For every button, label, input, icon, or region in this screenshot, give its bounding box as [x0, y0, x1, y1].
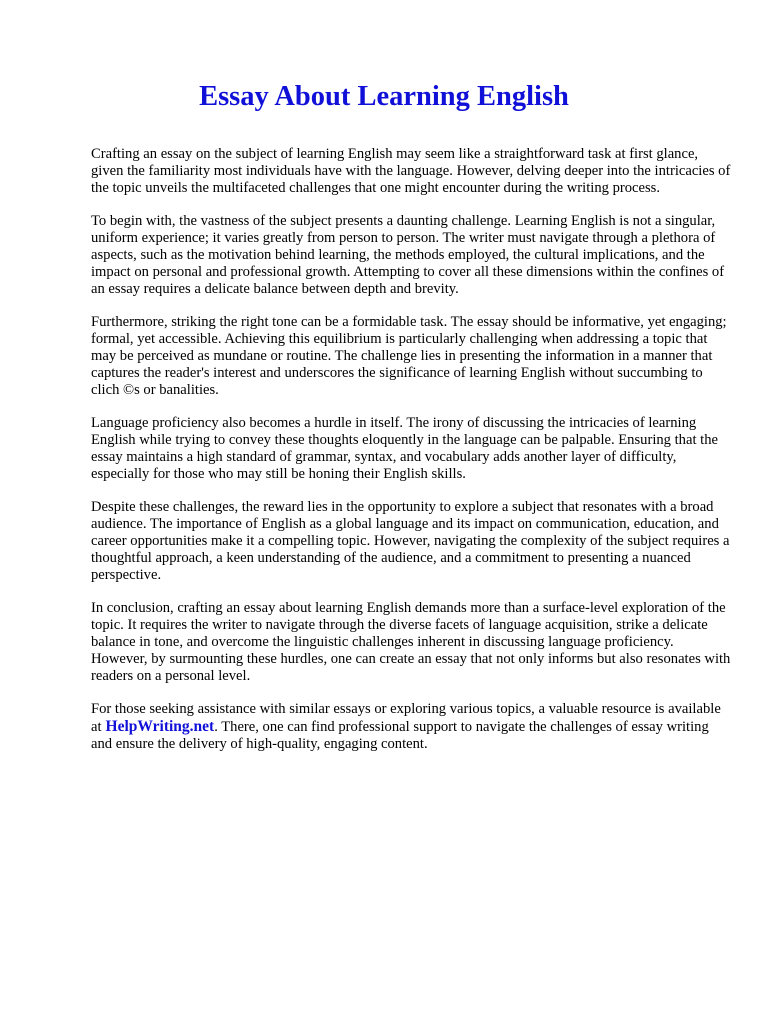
paragraph-conclusion: In conclusion, crafting an essay about learning English demands more than a surface-level exploration of the topic. It requires the writer to navigate through the diverse facets of language acquisition, strike a delicate balance in tone, and overcome the linguistic challenges inherent in discussing language proficiency. However, by surmounting these hurdles, one can create an essay that not only informs but also resonates with readers on a personal level. — [91, 600, 731, 684]
paragraph-intro: Crafting an essay on the subject of learning English may seem like a straightforward task at first glance, given the familiarity most individuals have with the language. However, delving deeper into the intricacies of the topic unveils the multifaceted challenges that one might encounter during the writing process. — [91, 146, 731, 196]
document-title: Essay About Learning English — [199, 81, 569, 112]
helpwriting-link[interactable]: HelpWriting.net — [105, 718, 215, 735]
resource-text-before-link: For those seeking assistance with similar essays or exploring various topics, a valuable resource is available at — [91, 701, 721, 735]
document-body — [91, 146, 731, 769]
paragraph-vastness: To begin with, the vastness of the subject presents a daunting challenge. Learning English is not a singular, uniform experience; it varies greatly from person to person. The writer must navigate through a plethora of aspects, such as the motivation behind learning, the methods employed, the cultural implications, and the impact on personal and professional growth. Attempting to cover all these dimensions within the confines of an essay requires a delicate balance between depth and brevity. — [91, 213, 725, 297]
paragraph-resource — [91, 701, 731, 753]
paragraph-proficiency: Language proficiency also becomes a hurdle in itself. The irony of discussing the intricacies of learning English while trying to convey these thoughts eloquently in the language can be palpable. Ensuring that the essay maintains a high standard of grammar, syntax, and vocabulary adds another layer of difficulty, especially for those who may still be honing their English skills. — [91, 415, 718, 482]
resource-text-after-link: . There, one can find professional support to navigate the challenges of essay writing and ensure the delivery of high-quality, engaging content. — [91, 719, 709, 752]
paragraph-tone: Furthermore, striking the right tone can be a formidable task. The essay should be informative, yet engaging; formal, yet accessible. Achieving this equilibrium is particularly challenging when addressing a topic that may be perceived as mundane or routine. The challenge lies in presenting the information in a manner that captures the reader's interest and underscores the significance of learning English without succumbing to clich ©s or banalities. — [91, 314, 727, 398]
paragraph-reward: Despite these challenges, the reward lies in the opportunity to explore a subject that resonates with a broad audience. The importance of English as a global language and its impact on communication, education, and career opportunities make it a compelling topic. However, navigating the complexity of the subject requires a thoughtful approach, a keen understanding of the audience, and a commitment to presenting a nuanced perspective. — [91, 499, 730, 583]
